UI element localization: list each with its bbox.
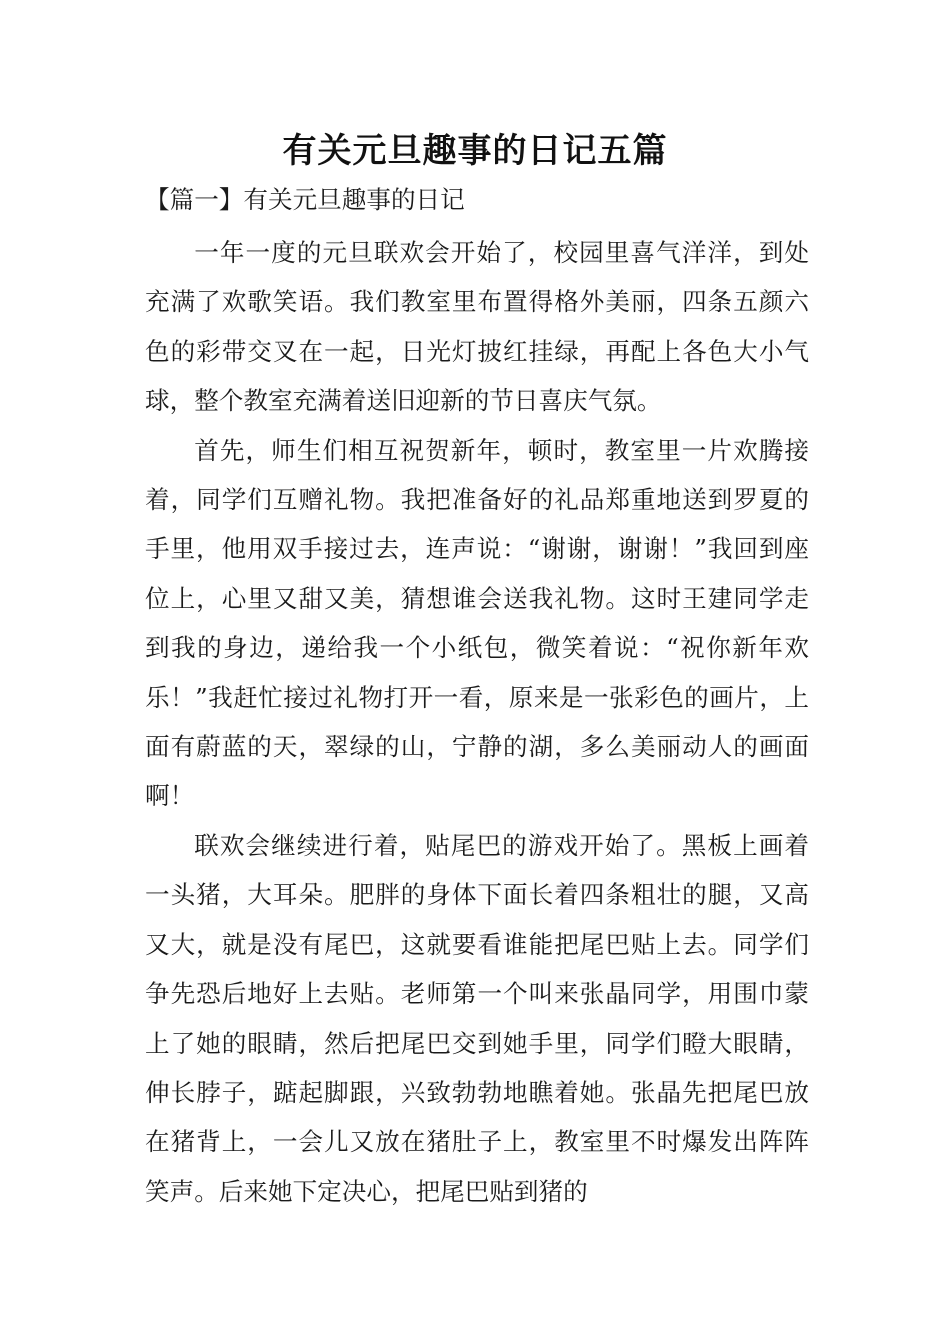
paragraph-2: 首先，师生们相互祝贺新年，顿时，教室里一片欢腾接着，同学们互赠礼物。我把准备好的礼品郑重地送到罗夏的手里，他用双手接过去，连声说：“谢谢，谢谢！”我回到座位上，心里又甜又美，猜想谁会送我礼物。这时王建同学走到我的身边，递给我一个小纸包，微笑着说：“祝你新年欢乐！”我赶忙接过礼物打开一看，原来是一张彩色的画片，上面有蔚蓝的天，翠绿的山，宁静的湖，多么美丽动人的画面啊！	[145, 435, 809, 811]
paragraph-3: 联欢会继续进行着，贴尾巴的游戏开始了。黑板上画着一头猪，大耳朵。肥胖的身体下面长着四条粗壮的腿，又高又大，就是没有尾巴，这就要看谁能把尾巴贴上去。同学们争先恐后地好上去贴。老师第一个叫来张晶同学，用围巾蒙上了她的眼睛，然后把尾巴交到她手里，同学们瞪大眼睛，伸长脖子，踮起脚跟，兴致勃勃地瞧着她。张晶先把尾巴放在猪背上，一会儿又放在猪肚子上，教室里不时爆发出阵阵笑声。后来她下定决心，把尾巴贴到猪的	[145, 830, 809, 1206]
document-title: 有关元旦趣事的日记五篇	[282, 131, 668, 171]
paragraph-1: 一年一度的元旦联欢会开始了，校园里喜气洋洋，到处充满了欢歌笑语。我们教室里布置得格外美丽，四条五颜六色的彩带交叉在一起，日光灯披红挂绿，再配上各色大小气球，整个教室充满着送旧迎新的节日喜庆气氛。	[145, 238, 809, 416]
document-body	[145, 180, 809, 1216]
section-heading: 【篇一】有关元旦趣事的日记	[145, 185, 465, 214]
